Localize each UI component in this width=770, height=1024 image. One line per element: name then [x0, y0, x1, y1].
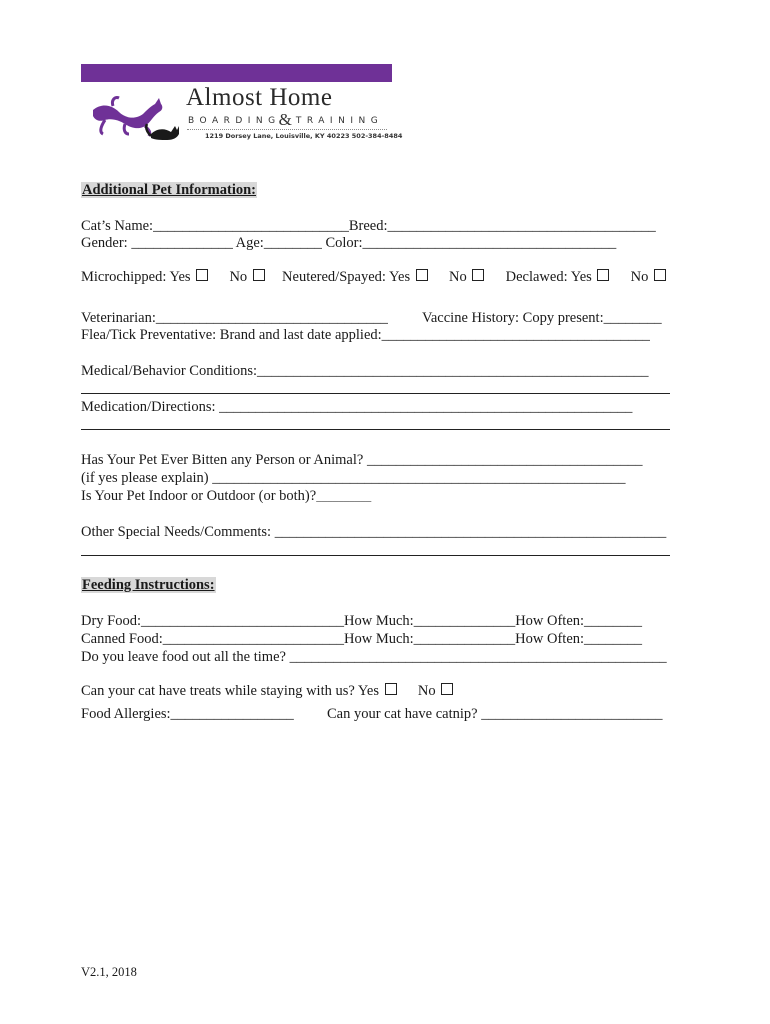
food-allergies-line[interactable]: Food Allergies:_________________ — [81, 706, 294, 722]
neutered-yes-checkbox[interactable] — [416, 269, 428, 281]
declawed-yes-checkbox[interactable] — [597, 269, 609, 281]
vaccine-history-line[interactable]: Vaccine History: Copy present:________ — [422, 310, 662, 326]
declawed-no-label: No — [630, 269, 649, 285]
treats-yes-checkbox[interactable] — [385, 683, 397, 695]
medical-conditions-line[interactable]: Medical/Behavior Conditions:______________________________________________________ — [81, 363, 649, 379]
indoor-outdoor-line[interactable] — [81, 488, 371, 505]
company-logo — [81, 64, 403, 144]
logo-training: TRAINING — [295, 116, 384, 126]
catnip-line[interactable]: Can your cat have catnip? _________________________ — [327, 706, 663, 722]
neutered-no-label: No — [449, 269, 467, 285]
microchipped-no-checkbox[interactable] — [253, 269, 265, 281]
cats-name-breed-line[interactable]: Cat’s Name:___________________________Breed:_____________________________________ — [81, 218, 656, 234]
logo-address: 1219 Dorsey Lane, Louisville, KY 40223 502-384-8484 — [205, 132, 403, 140]
checkbox-row — [81, 269, 666, 285]
medical-blank-line[interactable] — [81, 393, 670, 394]
indoor-outdoor-label: Is Your Pet Indoor or Outdoor (or both)? — [81, 488, 317, 504]
microchipped-no-label: No — [229, 269, 248, 285]
logo-title: Almost Home — [186, 84, 333, 111]
indoor-outdoor-blank[interactable]: __________ — [316, 491, 372, 503]
logo-subtitle — [188, 110, 384, 129]
section-heading-additional: Additional Pet Information: — [82, 182, 256, 198]
medication-line[interactable]: Medication/Directions: _________________________________________________________ — [81, 399, 633, 415]
leaping-cats-icon — [89, 80, 189, 144]
microchipped-label: Microchipped: Yes — [81, 269, 191, 285]
leave-food-line[interactable]: Do you leave food out all the time? ____________________________________________________ — [81, 649, 667, 665]
logo-ampersand: & — [278, 110, 292, 129]
canned-food-line[interactable]: Canned Food:_________________________How Much:______________How Often:________ — [81, 631, 643, 647]
version-footer: V2.1, 2018 — [81, 965, 137, 979]
medication-blank-line[interactable] — [81, 429, 670, 430]
bitten-line[interactable]: Has Your Pet Ever Bitten any Person or Animal? ______________________________________ — [81, 452, 643, 468]
treats-no-checkbox[interactable] — [441, 683, 453, 695]
treats-row — [81, 683, 453, 699]
special-needs-blank-line[interactable] — [81, 555, 670, 556]
logo-boarding: BOARDING — [188, 116, 281, 126]
gender-age-color-line[interactable]: Gender: ______________ Age:________ Color:___________________________________ — [81, 235, 617, 251]
special-needs-line[interactable]: Other Special Needs/Comments: ______________________________________________________ — [81, 524, 667, 540]
explain-line[interactable]: (if yes please explain) _________________________________________________________ — [81, 470, 626, 486]
declawed-no-checkbox[interactable] — [654, 269, 666, 281]
microchipped-yes-checkbox[interactable] — [196, 269, 208, 281]
section-heading-feeding: Feeding Instructions: — [82, 577, 215, 593]
treats-no-label: No — [417, 683, 436, 699]
declawed-label: Declawed: Yes — [505, 269, 592, 285]
dry-food-line[interactable]: Dry Food:____________________________How Much:______________How Often:________ — [81, 613, 643, 629]
treats-label: Can your cat have treats while staying with us? Yes — [81, 683, 380, 699]
neutered-label: Neutered/Spayed: Yes — [282, 269, 411, 285]
flea-tick-line[interactable]: Flea/Tick Preventative: Brand and last date applied:_____________________________________ — [81, 327, 650, 343]
veterinarian-line[interactable]: Veterinarian:________________________________ — [81, 310, 388, 326]
neutered-no-checkbox[interactable] — [472, 269, 484, 281]
logo-divider — [187, 129, 387, 130]
